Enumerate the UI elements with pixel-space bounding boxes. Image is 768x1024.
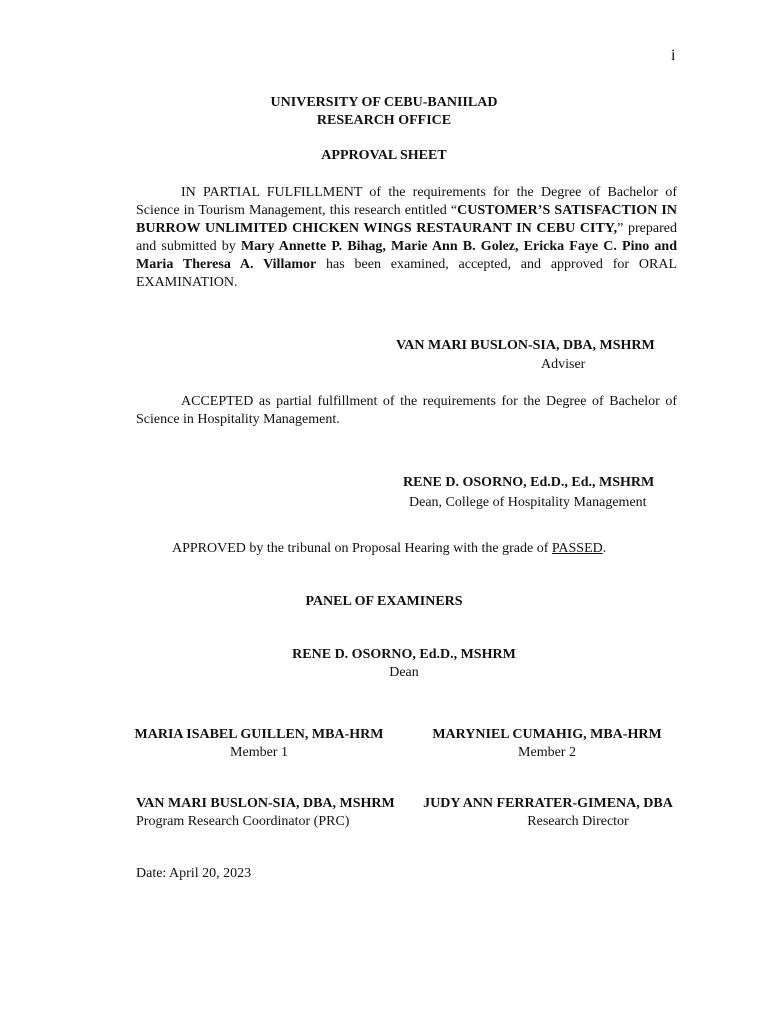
panel-heading: PANEL OF EXAMINERS [305, 594, 463, 609]
prc-name: VAN MARI BUSLON-SIA, DBA, MSHRM [136, 796, 395, 811]
dean-signatory-name: RENE D. OSORNO, Ed.D., Ed., MSHRM [403, 475, 655, 490]
paragraph-lead: IN PARTIAL FULFILLMENT of the requirements for the Degree of Bachelor of Science in Tourism Management, this research entitled “ [136, 185, 677, 218]
panel-chair-name: RENE D. OSORNO, Ed.D., MSHRM [292, 647, 516, 662]
approval-statement [172, 540, 606, 558]
date-line: Date: April 20, 2023 [136, 866, 252, 881]
adviser-role: Adviser [541, 357, 586, 372]
fulfillment-paragraph [136, 184, 677, 292]
page-number: i [671, 47, 676, 64]
accepted-paragraph: ACCEPTED as partial fulfillment of the requirements for the Degree of Bachelor of Science in Hospitality Management. [136, 394, 677, 427]
member1-role: Member 1 [230, 745, 288, 760]
page-title: APPROVAL SHEET [321, 148, 447, 163]
paragraph-mid: ” prepared and submitted by [136, 221, 677, 254]
approval-text: APPROVED by the tribunal on Proposal Hearing with the grade of [172, 541, 552, 556]
member2-name: MARYNIEL CUMAHIG, MBA-HRM [432, 727, 662, 742]
research-title: CUSTOMER’S SATISFACTION IN BURROW UNLIMITED CHICKEN WINGS RESTAURANT IN CEBU CITY, [136, 203, 677, 236]
paragraph-tail: has been examined, accepted, and approved for ORAL EXAMINATION. [136, 257, 677, 290]
member1-name: MARIA ISABEL GUILLEN, MBA-HRM [134, 727, 384, 742]
authors: Mary Annette P. Bihag, Marie Ann B. Golez, Ericka Faye C. Pino and Maria Theresa A. Villamor [136, 239, 677, 272]
approval-end: . [602, 541, 607, 556]
office-name: RESEARCH OFFICE [316, 113, 452, 128]
adviser-name: VAN MARI BUSLON-SIA, DBA, MSHRM [396, 338, 655, 353]
dean-signatory-role: Dean, College of Hospitality Management [409, 495, 647, 510]
director-role: Research Director [527, 814, 629, 829]
director-name: JUDY ANN FERRATER-GIMENA, DBA [423, 796, 673, 811]
prc-role: Program Research Coordinator (PRC) [136, 814, 350, 829]
grade: PASSED [551, 541, 603, 556]
member2-role: Member 2 [518, 745, 576, 760]
university-name: UNIVERSITY OF CEBU-BANIILAD [270, 95, 498, 110]
panel-chair-role: Dean [389, 665, 419, 680]
